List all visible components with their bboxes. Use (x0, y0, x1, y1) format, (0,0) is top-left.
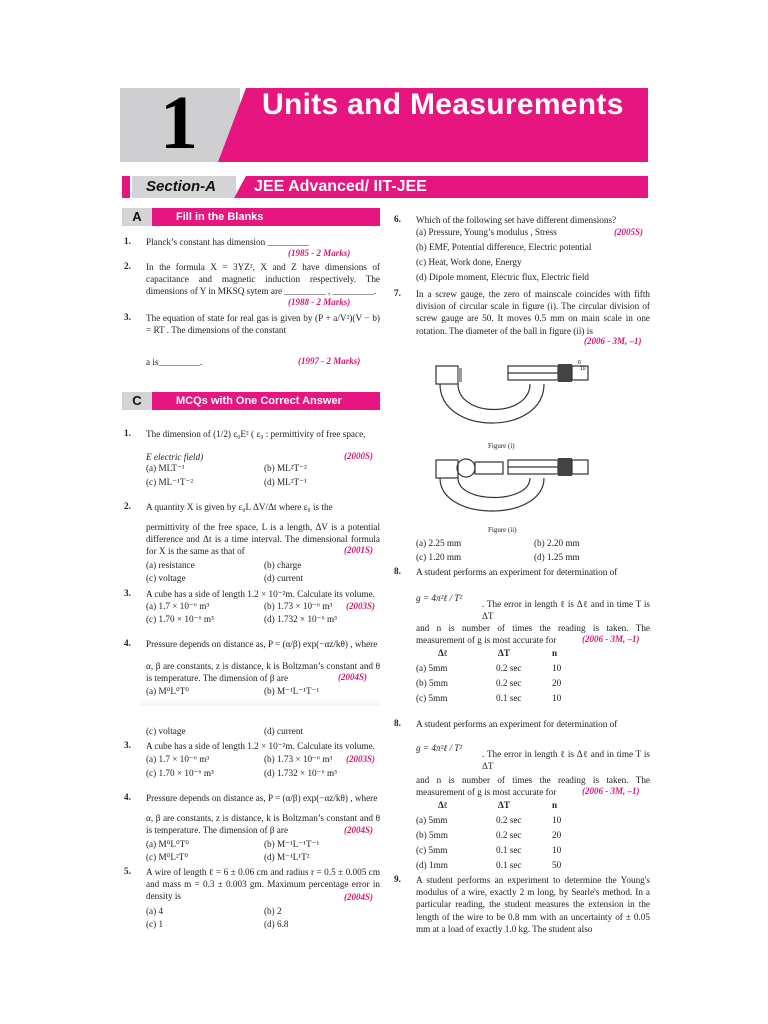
option: (c) voltage (146, 726, 186, 736)
question-marks: (2006 - 3M, –1) (582, 634, 640, 644)
chapter-number: 1 (160, 81, 198, 165)
option: (d) current (264, 726, 304, 736)
option: (d) M⁻¹L¹T² (264, 852, 310, 862)
table-cell: (c) 5mm (416, 693, 448, 703)
option: (d) 6.8 (264, 919, 289, 929)
option: (a) Pressure, Young’s modulus , Stress (416, 227, 557, 237)
question-marks: (1985 - 2 Marks) (288, 248, 351, 258)
option: (d) current (264, 573, 304, 583)
part-a-heading (122, 208, 380, 226)
question-number: 8. (394, 566, 401, 576)
table-cell: (b) 5mm (416, 678, 448, 688)
option: (a) M⁰L⁰T⁰ (146, 686, 189, 696)
table-cell: 10 (552, 815, 562, 825)
table-cell: 0.1 sec (496, 860, 522, 870)
section-label: Section-A (146, 178, 217, 195)
table-cell: 10 (552, 693, 562, 703)
option: (a) M⁰L⁰T⁰ (146, 839, 189, 849)
table-cell: 50 (552, 860, 562, 870)
option: (b) 2.20 mm (534, 538, 580, 548)
question-marks: (2003S) (346, 754, 375, 764)
table-cell: 10 (552, 663, 562, 673)
chapter-title: Units and Measurements (262, 88, 624, 121)
question-text: Planck’s constant has dimension _________ (146, 237, 309, 247)
formula: g = 4π²ℓ / T² (416, 593, 463, 603)
option: (a) MLT⁻¹ (146, 463, 185, 473)
section-accent (122, 176, 130, 198)
question-marks: (2004S) (344, 825, 373, 835)
question-text: In the formula X = 3YZ², X and Z have dimensions of capacitance and magnetic induction respectively. The dimensions of Y in MKSQ sytem are _________ , _________. (146, 262, 380, 297)
question-text-continued: and n is number of times the reading is taken. The measurement of g is most accurate for (416, 775, 650, 798)
question-marks: (2004S) (338, 672, 367, 682)
question-text-continued: a is_________. (146, 357, 203, 367)
question-text: A wire of length ℓ = 6 ± 0.06 cm and radius r = 0.5 ± 0.005 cm and mass m = 0.3 ± 0.003 gm. Maximum percentage error in density is (146, 867, 380, 902)
option: (b) ML²T⁻² (264, 463, 307, 473)
option: (c) 1 (146, 919, 164, 929)
question-text: A student performs an experiment for determination of (416, 567, 618, 577)
question-text: The equation of state for real gas is given by (P + a/V²)(V − b) = RT . The dimensions of the constant (146, 313, 380, 336)
screw-gauge-figure-1 (432, 356, 592, 442)
question-number: 6. (394, 214, 401, 224)
question-text: A quantity X is given by ε₀L ΔV/Δt where ε₀ is the (146, 502, 333, 512)
question-number: 3. (124, 312, 131, 322)
table-cell: 20 (552, 678, 562, 688)
question-number: 5. (124, 866, 131, 876)
table-cell: 0.2 sec (496, 663, 522, 673)
option: (b) 1.73 × 10⁻⁶ m³ (264, 601, 333, 611)
option: (a) 1.7 × 10⁻⁶ m³ (146, 754, 210, 764)
option: (d) 1.732 × 10⁻⁶ m³ (264, 768, 337, 778)
table-header: n (552, 800, 558, 810)
part-a-title: Fill in the Blanks (152, 208, 380, 226)
option: (b) M⁻¹L⁻¹T⁻¹ (264, 686, 320, 696)
question-text: Which of the following set have different dimensions? (416, 215, 617, 225)
question-number: 1. (124, 236, 131, 246)
question-text: A student performs an experiment to determine the Young's modulus of a wire, exactly 2 m long, by Searle's method. In a particular reading, the student measures the extension in the length of the wire to be 0.8 mm with an uncertainty of ± 0.05 mm at a load of exactly 1.0 kg. The student also (416, 875, 650, 934)
option: (c) M⁰L²T⁰ (146, 852, 189, 862)
option: (b) charge (264, 560, 302, 570)
option: (b) 1.73 × 10⁻⁶ m³ (264, 754, 333, 764)
question-marks: (2006 - 3M, –1) (582, 786, 640, 796)
question-text: Pressure depends on distance as, P = (α/β) exp(−αz/kθ) , where (146, 793, 378, 803)
option: (d) Dipole moment, Electric flux, Electric field (416, 272, 589, 282)
question-number: 4. (124, 638, 131, 648)
question-number: 7. (394, 288, 401, 298)
question-text-continued: α, β are constants, z is distance, k is Boltzman’s constant and θ is temperature. The dimension of β are (146, 661, 380, 684)
question-number: 3. (124, 588, 131, 598)
table-header: n (552, 648, 558, 658)
question-text: A student performs an experiment for determination of (416, 719, 618, 729)
table-cell: (b) 5mm (416, 830, 448, 840)
option: (c) 1.70 × 10⁻⁶ m³ (146, 614, 214, 624)
svg-text:10: 10 (580, 366, 586, 372)
question-text-continued: . The error in length ℓ is Δℓ and in time T is ΔT (482, 749, 650, 772)
section-title: JEE Advanced/ IIT-JEE (254, 178, 427, 195)
table-cell: (a) 5mm (416, 663, 448, 673)
question-text: Pressure depends on distance as, P = (α/β) exp(−αz/kθ) , where (146, 639, 378, 649)
option: (c) ML⁻¹T⁻² (146, 477, 194, 487)
option: (b) EMF, Potential difference, Electric potential (416, 242, 592, 252)
question-number: 2. (124, 261, 131, 271)
table-cell: 0.1 sec (496, 693, 522, 703)
option: (a) 4 (146, 906, 164, 916)
table-cell: (d) 1mm (416, 860, 448, 870)
svg-text:0: 0 (578, 360, 581, 366)
question-text: A cube has a side of length 1.2 × 10⁻²m. Calculate its volume. (146, 741, 375, 751)
part-a-letter: A (122, 208, 152, 226)
option: (c) 1.70 × 10⁻⁶ m³ (146, 768, 214, 778)
table-header: Δℓ (438, 800, 448, 810)
question-marks: (2005S) (614, 227, 643, 237)
page-overlap-seam (140, 698, 380, 706)
question-number: 4. (124, 792, 131, 802)
question-number: 2. (124, 501, 131, 511)
figure-caption: Figure (ii) (488, 526, 517, 534)
option: (d) ML²T⁻¹ (264, 477, 307, 487)
question-marks: (2004S) (344, 892, 373, 902)
part-c-heading (122, 392, 380, 410)
question-text: A cube has a side of length 1.2 × 10⁻²m. Calculate its volume. (146, 589, 375, 599)
question-marks: (2001S) (344, 545, 373, 555)
option: (c) voltage (146, 573, 186, 583)
question-text-continued: . The error in length ℓ is Δℓ and in time T is ΔT (482, 599, 650, 622)
question-number: 1. (124, 428, 131, 438)
option: (d) 1.732 × 10⁻⁶ m³ (264, 614, 337, 624)
part-c-letter: C (122, 392, 152, 410)
table-header: Δℓ (438, 648, 448, 658)
option: (a) 2.25 mm (416, 538, 462, 548)
question-number: 9. (394, 874, 401, 884)
table-cell: (a) 5mm (416, 815, 448, 825)
table-cell: 0.2 sec (496, 678, 522, 688)
question-text-continued: E electric field) (146, 452, 204, 462)
question-text-continued: and n is number of times the reading is taken. The measurement of g is most accurate for (416, 623, 650, 646)
option: (b) M⁻¹L⁻¹T⁻¹ (264, 839, 320, 849)
table-cell: 0.2 sec (496, 830, 522, 840)
table-header: ΔT (498, 648, 510, 658)
option: (d) 1.25 mm (534, 552, 580, 562)
option: (c) 1.20 mm (416, 552, 462, 562)
part-c-title: MCQs with One Correct Answer (152, 392, 380, 410)
table-header: ΔT (498, 800, 510, 810)
question-marks: (1997 - 2 Marks) (298, 356, 361, 366)
screw-gauge-figure-2 (432, 454, 592, 524)
question-text: In a screw gauge, the zero of mainscale coincides with fifth division of circular scale in figure (i). The circular division of screw gauge are 50. It moves 0.5 mm on main scale in one rotation. The diameter of the ball in figure (ii) is (416, 289, 650, 336)
question-text-continued: permittivity of the free space, L is a length, ΔV is a potential difference and Δt is a time interval. The dimensional formula for X is the same as that of (146, 522, 380, 557)
question-marks: (2006 - 3M, –1) (584, 336, 642, 346)
question-number: 3. (124, 740, 131, 750)
question-number: 8. (394, 718, 401, 728)
table-cell: (c) 5mm (416, 845, 448, 855)
option: (c) Heat, Work done, Energy (416, 257, 522, 267)
formula: g = 4π²ℓ / T² (416, 743, 463, 753)
table-cell: 20 (552, 830, 562, 840)
table-cell: 0.1 sec (496, 845, 522, 855)
table-cell: 0.2 sec (496, 815, 522, 825)
question-text-continued: α, β are constants, z is distance, k is Boltzman’s constant and θ is temperature. The dimension of β are (146, 813, 380, 836)
table-cell: 10 (552, 845, 562, 855)
question-text: The dimension of (1/2) ε₀E² ( ε₀ : permittivity of free space, (146, 429, 366, 439)
option: (a) resistance (146, 560, 195, 570)
option: (b) 2 (264, 906, 282, 916)
figure-caption: Figure (i) (488, 442, 515, 450)
question-marks: (2003S) (346, 601, 375, 611)
question-marks: (2000S) (344, 451, 373, 461)
option: (a) 1.7 × 10⁻⁶ m³ (146, 601, 210, 611)
question-marks: (1988 - 2 Marks) (288, 297, 351, 307)
